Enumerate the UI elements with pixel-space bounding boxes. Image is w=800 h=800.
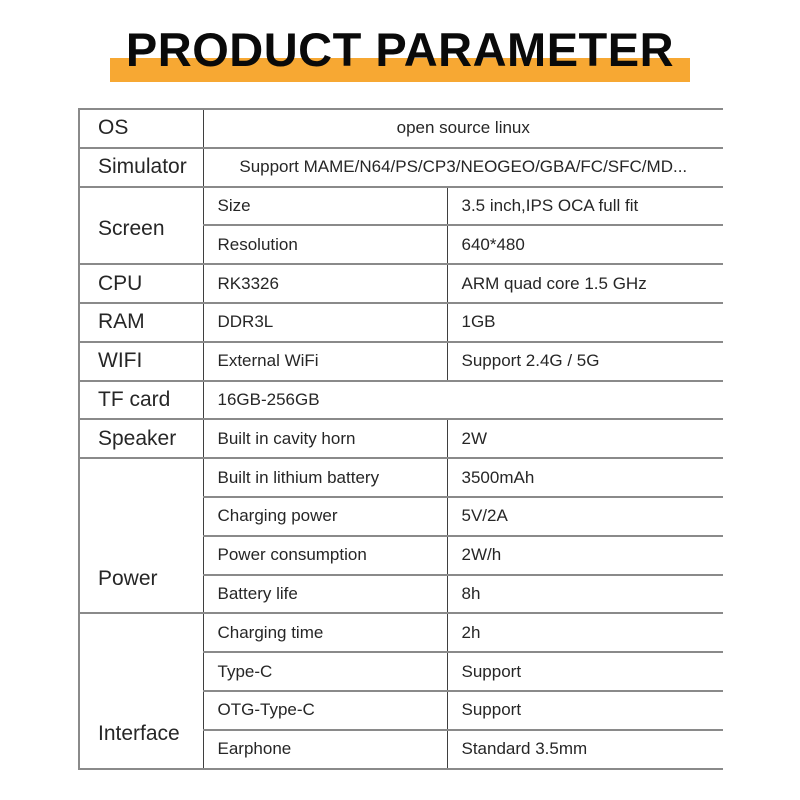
spec-param-screen-resolution: Resolution <box>203 225 447 264</box>
table-row-screen-size <box>79 187 723 226</box>
spec-table <box>78 108 723 770</box>
spec-value-charging-time: 2h <box>447 613 723 652</box>
spec-value-power-consumption: 2W/h <box>447 536 723 575</box>
spec-param-screen-size: Size <box>203 187 447 226</box>
spec-param-battery-life: Battery life <box>203 575 447 614</box>
spec-param-earphone: Earphone <box>203 730 447 769</box>
spec-param-speaker: Built in cavity horn <box>203 419 447 458</box>
spec-value-os: open source linux <box>203 109 723 148</box>
spec-value-battery-life: 8h <box>447 575 723 614</box>
spec-value-power-battery: 3500mAh <box>447 458 723 497</box>
spec-value-tf-card: 16GB-256GB <box>203 381 723 420</box>
table-row-interface-charging-time <box>79 613 723 652</box>
spec-param-otg-type-c: OTG-Type-C <box>203 691 447 730</box>
spec-group-label-wifi: WIFI <box>79 342 203 381</box>
table-row-power-battery <box>79 458 723 497</box>
spec-group-label-cpu: CPU <box>79 264 203 303</box>
spec-value-otg-type-c: Support <box>447 691 723 730</box>
spec-group-label-interface: Interface <box>79 613 203 768</box>
title-section <box>0 0 800 100</box>
spec-group-label-os: OS <box>79 109 203 148</box>
spec-param-charging-power: Charging power <box>203 497 447 536</box>
spec-param-power-battery: Built in lithium battery <box>203 458 447 497</box>
spec-group-label-ram: RAM <box>79 303 203 342</box>
table-row-wifi <box>79 342 723 381</box>
spec-value-ram: 1GB <box>447 303 723 342</box>
table-row-speaker <box>79 419 723 458</box>
spec-param-cpu: RK3326 <box>203 264 447 303</box>
spec-value-earphone: Standard 3.5mm <box>447 730 723 769</box>
page-title: PRODUCT PARAMETER <box>125 23 675 76</box>
table-row-ram <box>79 303 723 342</box>
table-row-os <box>79 109 723 148</box>
spec-group-label-tf-card: TF card <box>79 381 203 420</box>
spec-group-label-power: Power <box>79 458 203 613</box>
table-row-cpu <box>79 264 723 303</box>
spec-param-power-consumption: Power consumption <box>203 536 447 575</box>
table-row-simulator <box>79 148 723 187</box>
spec-value-charging-power: 5V/2A <box>447 497 723 536</box>
spec-value-simulator: Support MAME/N64/PS/CP3/NEOGEO/GBA/FC/SFC/MD... <box>203 148 723 187</box>
spec-value-speaker: 2W <box>447 419 723 458</box>
spec-value-screen-size: 3.5 inch,IPS OCA full fit <box>447 187 723 226</box>
spec-group-label-speaker: Speaker <box>79 419 203 458</box>
spec-value-cpu: ARM quad core 1.5 GHz <box>447 264 723 303</box>
spec-param-charging-time: Charging time <box>203 613 447 652</box>
spec-group-label-simulator: Simulator <box>79 148 203 187</box>
table-row-tf-card <box>79 381 723 420</box>
spec-param-type-c: Type-C <box>203 652 447 691</box>
spec-value-screen-resolution: 640*480 <box>447 225 723 264</box>
spec-param-ram: DDR3L <box>203 303 447 342</box>
spec-group-label-screen: Screen <box>79 187 203 265</box>
spec-param-wifi: External WiFi <box>203 342 447 381</box>
spec-value-wifi: Support 2.4G / 5G <box>447 342 723 381</box>
spec-value-type-c: Support <box>447 652 723 691</box>
